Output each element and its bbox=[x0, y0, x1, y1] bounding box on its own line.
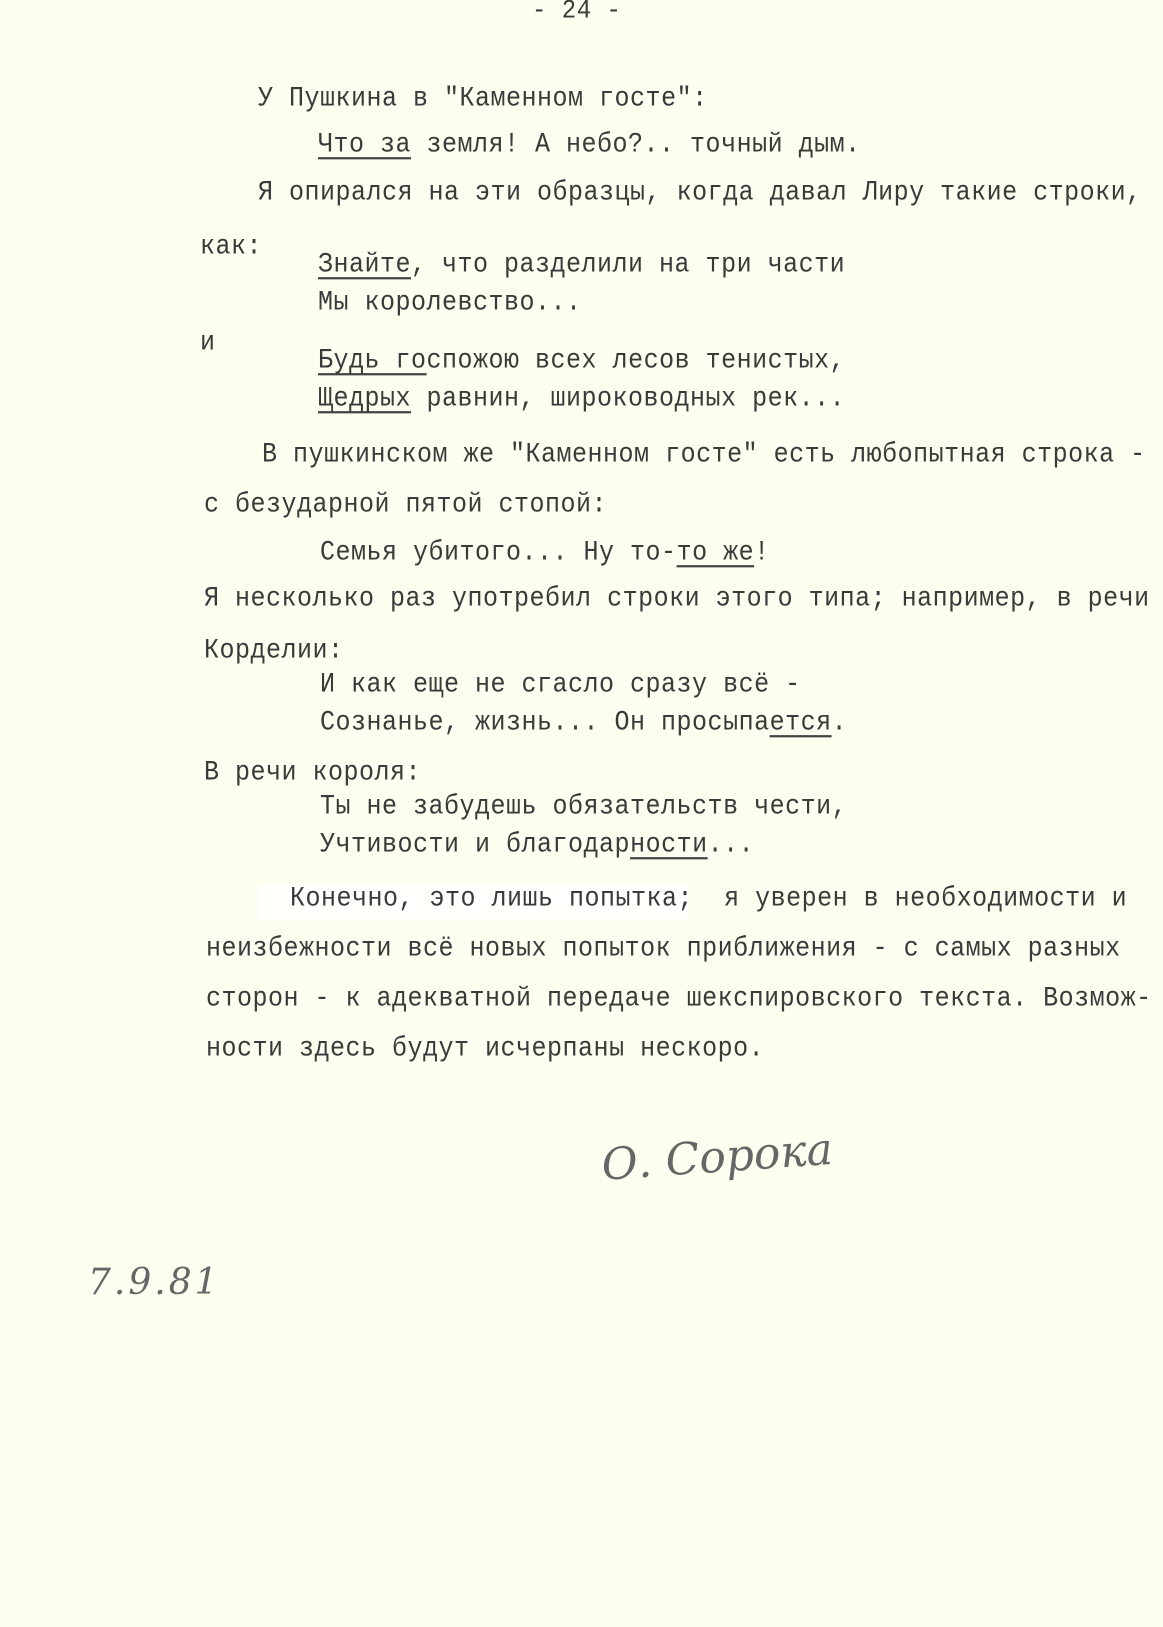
text-line: неизбежности всё новых попыток приближения - с самых разных bbox=[206, 932, 1121, 965]
text-line: ности здесь будут исчерпаны нескоро. bbox=[206, 1032, 765, 1065]
text-line: Корделии: bbox=[204, 634, 344, 667]
text-line: и bbox=[200, 326, 216, 359]
text-span: , что разделили на три части bbox=[411, 248, 846, 281]
quote-line bbox=[320, 706, 847, 738]
underlined-text: то же bbox=[676, 536, 755, 569]
quote-line: И как еще не сгасло сразу всё - bbox=[320, 668, 801, 701]
text-span: земля! А небо?.. точный дым. bbox=[411, 128, 861, 161]
text-span: Семья убитого... Ну то- bbox=[320, 536, 677, 569]
text-line: Я несколько раз употребил строки этого типа; например, в речи bbox=[204, 582, 1150, 615]
text-span: ! bbox=[754, 536, 770, 569]
quote-line: Мы королевство... bbox=[318, 286, 582, 319]
underlined-text: ется bbox=[769, 706, 832, 739]
quote-line bbox=[320, 828, 754, 860]
quote-line bbox=[318, 344, 845, 376]
text-line: с безударной пятой стопой: bbox=[204, 488, 608, 521]
underlined-text: ности bbox=[630, 828, 708, 861]
handwritten-date: 7.9.81 bbox=[88, 1262, 221, 1303]
text-span: Учтивости и благодар bbox=[320, 828, 631, 861]
quote-line: Ты не забудешь обязательств чести, bbox=[320, 790, 848, 823]
text-span: равнин, широководных рек... bbox=[411, 382, 846, 415]
underlined-text: Щедрых bbox=[318, 382, 412, 415]
underlined-text: Будь го bbox=[318, 344, 427, 377]
text-span: . bbox=[831, 706, 848, 739]
page-number: - 24 - bbox=[532, 0, 622, 27]
text-span: ... bbox=[707, 828, 755, 861]
quote-line bbox=[318, 128, 861, 160]
text-line: как: bbox=[200, 230, 263, 263]
text-line: В пушкинском же "Каменном госте" есть любопытная строка - bbox=[262, 438, 1146, 471]
text-line: Конечно, это лишь попытка; я уверен в необходимости и bbox=[290, 882, 1128, 915]
text-line: Я опирался на эти образцы, когда давал Лиру такие строки, bbox=[258, 176, 1142, 209]
quote-line bbox=[318, 382, 845, 414]
text-line: У Пушкина в "Каменном госте": bbox=[258, 82, 708, 115]
text-span: Сознанье, жизнь... Он просыпа bbox=[320, 706, 770, 739]
text-span: спожою всех лесов тенистых, bbox=[426, 344, 846, 377]
text-line: сторон - к адекватной передаче шекспировского текста. Возмож- bbox=[206, 982, 1152, 1015]
handwritten-signature: О. Сорока bbox=[600, 1123, 835, 1191]
underlined-text: Знайте bbox=[318, 248, 412, 281]
quote-line bbox=[320, 536, 770, 568]
quote-line bbox=[318, 248, 845, 280]
text-line: В речи короля: bbox=[204, 756, 422, 789]
underlined-text: Что за bbox=[318, 128, 412, 161]
